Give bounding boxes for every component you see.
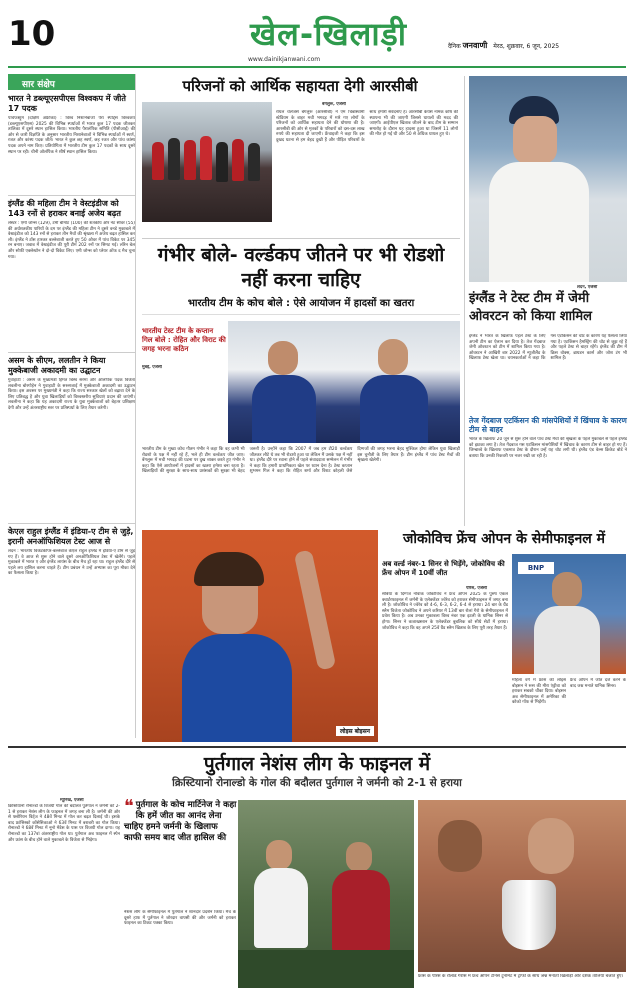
gambhir-dateline: मुंबई, एजेंसी <box>142 365 162 370</box>
portugal-body: क्रिस्टियानो रोनाल्डो के विजयी गोल की बदौलत पुर्तगाल ने जर्मनी को 2-1 से हराकर नेशंस लीग के फाइनल में जगह बना ली है। जर्मनी की ओर से फ्लोरियन विर्ट्ज ने 48वें मिनट में गोल कर बढ़त दिलाई थी। इसके बाद फ्रांसिस्को कोंसेसिकाओ ने 63वें मिनट में बराबरी का गोल किया। रोनाल्डो ने 68वें मिनट में नूनो मेंडेस के पास पर विजयी गोल दागा। यह रोनाल्डो का 137वां अंतरराष्ट्रीय गोल था। पुर्तगाल अब फाइनल में स्पेन और फ्रांस के बीच होने वाले मुकाबले के विजेता से भिड़ेगा। <box>8 804 120 843</box>
djokovic-subhead: अब वर्ल्ड नंबर-1 सिनर से भिड़ेंगे, जोकोविच की फ्रेंच ओपन में 10वीं जीत <box>382 560 505 577</box>
sidebar-item <box>8 94 135 192</box>
sidebar-item-body: लेस्टर : एमी जोन्स (129), टेमी बीमोंट (100) की शतकीय और नेट सीवर (55) की अर्धशतकीय पारियों के दम पर इंग्लैंड की महिला टीम ने दूसरे वनडे मुकाबले में वेस्टइंडीज को 143 रनों से हराकर तीन मैचों की श्रृंखला में अजेय बढ़त हासिल कर ली। इंग्लैंड ने टॉस हारकर बल्लेबाजी करते हुए 50 ओवर में पांच विकेट पर 345 रन बनाए। जवाब में वेस्टइंडीज की पूरी टीम 202 रनों पर सिमट गई। लॉरेन बेल और सोफी एक्लेस्टोन ने दो-दो विकेट लिए। एमी जोन्स को प्लेयर ऑफ द मैच चुना गया। <box>8 221 135 260</box>
rcb-team-photo <box>142 102 272 222</box>
djokovic-headline: जोकोविच फ्रेंच ओपन के सेमीफाइनल में <box>403 531 605 547</box>
quote-icon: ❝ <box>124 796 134 817</box>
jamie-overton-photo <box>469 76 627 282</box>
portugal-quote <box>124 796 238 906</box>
sidebar-item <box>8 199 135 349</box>
sidebar-item-headline: भारत ने डब्ल्यूएसपीएस विश्वकप में जीते 17 पदक <box>8 94 126 113</box>
rcb-byline: बेंगलुरू, एजेंसी <box>322 102 346 107</box>
trophy-photo <box>418 800 626 972</box>
portugal-story <box>8 746 626 988</box>
sidebar-item-body: लंदन : भारतीय विकेटकीपर-बल्लेबाज केएल राहुल इंग्लैंड में इंडिया-ए टीम से जुड़ गए हैं। वे आज से शुरू होने वाले दूसरे अनऑफिशियल टेस्ट में खेलेंगे। पहले मुकाबले में भारत ए और इंग्लैंड लायंस के बीच मैच ड्रॉ रहा था। राहुल इंग्लैंड दौरे से पहले लय हासिल करना चाहते हैं। टीम प्रबंधन ने उन्हें अभ्यास का पूरा मौका देने का फैसला किया है। <box>8 549 135 577</box>
sidebar-item-headline: केएल राहुल इंग्लैंड में इंडिया-ए टीम से जुड़े, इरानी अनऑफिशियल टेस्ट आज से <box>8 527 134 546</box>
ronaldo-photo <box>238 800 414 988</box>
portugal-headline: पुर्तगाल नेशंस लीग के फाइनल में <box>203 753 431 775</box>
atkinson-box <box>469 416 627 524</box>
sidebar-item-body: पाचेफस्ट्रूम (दक्षिण अफ्रीका) : विश्व निशानेबाजी पैरा स्पोर्ट्स विश्वकप (डब्ल्यूएसपीएस) 2025 की विभिन्न स्पर्धाओं में भारत कुल 17 पदक जीतकर तालिका में दूसरे स्थान हासिल किया। भारतीय पैरालंपिक समिति (पीसीआई) की ओर से जारी विज्ञप्ति के अनुसार भारतीय निशानेबाजों ने विभिन्न स्पर्धाओं में स्वर्ण, रजत और कांस्य पदक जीते। भारत ने कुल छह स्वर्ण, छह रजत और पांच कांस्य पदक अपने नाम किए। प्रतियोगिता में भारतीय टीम कुल 17 पदकों के साथ दूसरे स्थान पर रही। चीनी ओलंपिक ने शीर्ष स्थान हासिल किया। <box>8 116 135 155</box>
date-text: मेरठ, शुक्रवार, 6 जून, 2025 <box>493 43 560 50</box>
section-title: खेल-खिलाड़ी <box>250 15 408 53</box>
masthead-rule <box>8 66 626 68</box>
jamie-byline: लंदन, एजेंसी <box>577 285 598 290</box>
jamie-story <box>464 76 626 526</box>
portugal-body-2 <box>124 910 236 988</box>
djokovic-women: महिला वर्ग में फ्रांस की लोइस बोइसन ने रूस की मीरा एंड्रीवा को हराकर सबको चौंका दिया। बोइसन अब सेमीफाइनल में अमेरिका की कोको गॉफ से भिड़ेंगी। <box>512 678 566 706</box>
djokovic-byline: पेरिस, एजेंसी <box>466 586 487 591</box>
page-number: 10 <box>8 14 56 54</box>
sidebar-divider <box>8 352 135 353</box>
djokovic-body: सर्बिया के दिग्गज नोवाक जोकोविच ने फ्रेंच ओपन 2025 के पुरुष एकल क्वार्टरफाइनल में जर्मनी के एलेक्जेंडर ज्वेरेव को हराकर सेमीफाइनल में जगह बना ली है। जोकोविच ने ज्वेरेव को 4-6, 6-3, 6-2, 6-4 से हराया। 24 बार के ग्रैंड स्लैम विजेता जोकोविच ने अपने करियर में 13वीं बार रोलां गैरो के सेमीफाइनल में प्रवेश किया है। अब उनका मुकाबला विश्व नंबर एक इटली के यानिक सिनर से होगा। सिनर ने कजाखस्तान के एलेक्जेंडर बुबलिक को सीधे सेटों में हराया। जोकोविच ने कहा कि वह अपने 25वें ग्रैंड स्लैम खिताब के लिए पूरी तरह तैयार हैं। <box>382 592 508 631</box>
gambhir-headline: गंभीर बोले- वर्ल्डकप जीतने पर भी रोडशो नहीं करना चाहिए <box>157 244 445 291</box>
rcb-story <box>142 76 458 232</box>
trophy-caption: फ्रांस के पेरिस के रोलांड गैरोस में फ्रेंच ओपन टेनिस टूर्नामेंट में ट्रॉफी के साथ जश्न मनाती खिलाड़ी और दर्शक तालियां बजाते हुए। <box>418 974 624 979</box>
sidebar-item-headline: इंग्लैंड की महिला टीम ने वेस्टइंडीज को 143 रनों से हराकर बनाई अजेय बढ़त <box>8 199 121 218</box>
sidebar-divider <box>8 523 135 524</box>
gambhir-deck: भारतीय टीम के कोच बोले : ऐसे आयोजन में हादसों का खतरा <box>142 297 460 315</box>
sidebar-item-headline: असम के सीएम, ललतीन ने किया मुक्केबाजी अकादमी का उद्घाटन <box>8 356 106 375</box>
djokovic-story <box>382 530 626 742</box>
atkinson-body: भारत के खिलाफ 20 जून से शुरू होने वाले पांच टेस्ट मैचों की श्रृंखला के पहले मुकाबले से पहले इंग्लैंड को झटका लगा है। तेज गेंदबाज गस एटकिंसन मांसपेशियों में खिंचाव के कारण टीम से बाहर हो गए हैं। जिम्बाब्वे के खिलाफ एकमात्र टेस्ट के दौरान उन्हें यह चोट लगी थी। इंग्लैंड एंड वेल्स क्रिकेट बोर्ड ने बताया कि उनकी रिकवरी पर नजर रखी जा रही है। <box>469 437 627 459</box>
gambhir-story <box>142 238 460 528</box>
rcb-body: रॉयल चैलेंजर्स बेंगलुरू (आरसीबी) ने एम चिन्नास्वामी स्टेडियम के बाहर मची भगदड़ में मारे गए लोगों के परिजनों को आर्थिक सहायता देने की घोषणा की है। आरसीबी की ओर से मृतकों के परिवारों को दस-दस लाख रुपये की सहायता दी जाएगी। फ्रेंचाइजी ने कहा कि इस दुखद घटना से हम बेहद दुखी हैं और पीड़ित परिवारों के साथ हमारी संवेदनाएं हैं। आरसीबी केयर्स नामक कोष की स्थापना भी की जाएगी जिससे घायलों की मदद की जाएगी। आईपीएल खिताब जीतने के बाद टीम के सम्मान समारोह के दौरान यह हादसा हुआ था जिसमें 11 लोगों की मौत हो गई थी और 50 से अधिक घायल हुए थे। <box>276 110 458 143</box>
dateline <box>448 40 559 51</box>
boisson-label: लोइस बोइसन <box>336 726 374 736</box>
paper-name: जनवाणी <box>462 41 488 50</box>
website-link[interactable]: www.dainikjanwani.com <box>248 56 321 63</box>
gambhir-body: भारतीय टीम के मुख्य कोच गौतम गंभीर ने कहा कि वह कभी भी रोडशो के पक्ष में नहीं रहे हैं, भले ही टीम वर्ल्डकप जीत जाए। बेंगलुरू में मची भगदड़ की घटना पर दुख व्यक्त करते हुए गंभीर ने कहा कि ऐसे आयोजनों में हादसों का खतरा हमेशा बना रहता है। खिलाड़ियों की सुरक्षा के साथ-साथ प्रशंसकों की सुरक्षा भी बेहद जरूरी है। उन्होंने कहा कि 2007 में जब हम टी20 वर्ल्डकप जीतकर लौटे थे तब भी रोडशो हुआ था लेकिन मैं उसके पक्ष में नहीं था। इंग्लैंड दौरे पर रवाना होने से पहले संवाददाता सम्मेलन में गंभीर ने कहा कि हमारी प्राथमिकता खेल पर ध्यान देना है। टेस्ट कप्तान शुभमन गिल ने कहा कि रोहित शर्मा और विराट कोहली जैसे दिग्गजों की जगह भरना बेहद मुश्किल होगा लेकिन युवा खिलाड़ी इस चुनौती के लिए तैयार हैं। टीम इंग्लैंड में पांच टेस्ट मैचों की श्रृंखला खेलेगी। <box>142 447 460 475</box>
paper-prefix: दैनिक <box>448 43 461 50</box>
sinner-caption: फ्रेंच ओपन में जीत दर्ज करने के बाद जश्न मनाते यानिक सिनर। <box>570 678 626 689</box>
masthead <box>0 0 634 70</box>
sidebar <box>8 74 136 738</box>
portugal-byline: म्यूनिख, एजेंसी <box>60 798 84 803</box>
rcb-headline: परिजनों को आर्थिक सहायता देगी आरसीबी <box>182 77 418 95</box>
portugal-subhead: क्रिस्टियानो रोनाल्डो के गोल की बदौलत पुर्तगाल ने जर्मनी को 2-1 से हराया <box>172 777 462 789</box>
jamie-body: इंग्लैंड ने भारत के खिलाफ पहले टेस्ट के लिए अपनी टीम का ऐलान कर दिया है। तेज गेंदबाज जेमी ओवरटन को टीम में शामिल किया गया है। ओवरटन ने आखिरी बार 2022 में न्यूजीलैंड के खिलाफ टेस्ट खेला था। चयनकर्ताओं ने कहा कि गस एटकिंसन की चोट के कारण यह फैसला लिया गया है। एटकिंसन हैमस्ट्रिंग की चोट से जूझ रहे हैं और पहले टेस्ट से बाहर रहेंगे। इंग्लैंड की टीम में क्रिस वोक्स, ब्रायडन कार्स और जोश टंग भी शामिल हैं। <box>469 334 627 362</box>
djokovic-photo: BNP <box>512 554 626 674</box>
gambhir-inset: भारतीय टेस्ट टीम के कप्तान गिल बोले : रोहित और विराट की जगह भरना कठिन <box>142 327 226 353</box>
boisson-photo <box>142 530 378 742</box>
sidebar-item-body: गुवाहाटी : असम के मुख्यमंत्री हिमंत बिस्व सरमा और ओलंपिक पदक विजेता लवलीना बोरगोहेन ने गुवाहाटी के सरुसजाई में मुक्केबाजी अकादमी का उद्घाटन किया। इस अवसर पर मुख्यमंत्री ने कहा कि राज्य सरकार खेलों को बढ़ावा देने के लिए प्रतिबद्ध है और युवा खिलाड़ियों को विश्वस्तरीय सुविधाएं प्रदान की जाएंगी। लवलीना ने कहा कि यह अकादमी राज्य के युवा मुक्केबाजों को बेहतर प्रशिक्षण देगी और उन्हें अंतरराष्ट्रीय स्तर पर प्रतिस्पर्धा के लिए तैयार करेगी। <box>8 378 135 411</box>
jamie-headline: इंग्लैंड ने टेस्ट टीम में जेमी ओवरटन को किया शामिल <box>469 291 592 324</box>
sidebar-title: सार संक्षेप <box>8 74 135 90</box>
sidebar-item <box>8 356 135 520</box>
atkinson-headline: तेज गेंदबाज एटकिंसन की मांसपेशियों में खिंचाव के कारण टीम से बाहर <box>469 416 627 434</box>
portugal-body-cont: नेशंस लीग के सेमीफाइनल में पुर्तगाल ने शानदार प्रदर्शन किया। मैच के दूसरे हाफ में पुर्तगाल ने जोरदार वापसी की और जर्मनी को हराकर फाइनल का टिकट पक्का किया। <box>124 910 236 927</box>
sidebar-item <box>8 527 135 667</box>
sidebar-divider <box>8 195 135 196</box>
quote-text: पुर्तगाल के कोच मार्टिनेज ने कहा कि हमें जीत का आनंद लेना चाहिए हमने जर्मनी के खिलाफ काफी समय बाद जीत हासिल की <box>124 800 237 843</box>
